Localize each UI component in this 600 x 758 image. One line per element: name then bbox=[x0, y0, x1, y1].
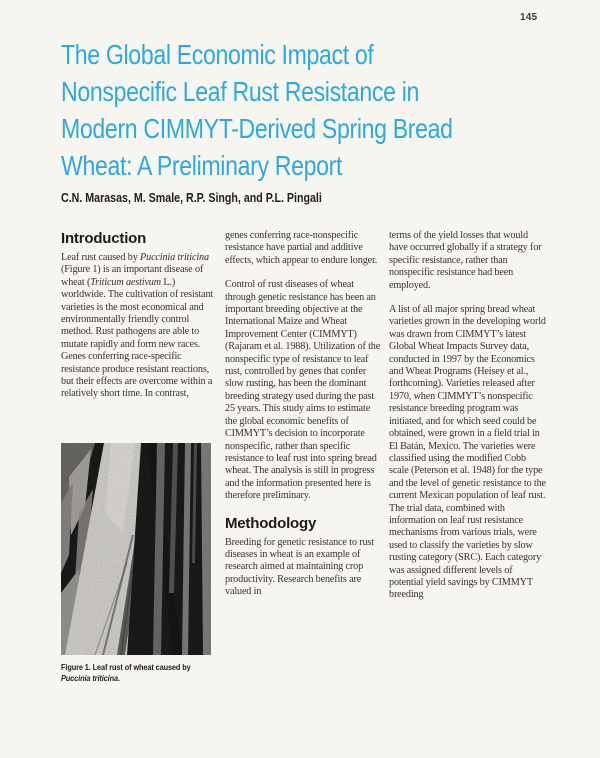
article-title bbox=[61, 36, 481, 184]
article-body bbox=[61, 230, 547, 684]
paragraph: genes conferring race-nonspecific resistance have partial and additive effects, which appear to endure longer. bbox=[225, 230, 378, 266]
paragraph: terms of the yield losses that would have occurred globally if a strategy for specific resistance, rather than nonspecific resistance had been employed. bbox=[389, 230, 542, 291]
text-column-1 bbox=[61, 230, 218, 684]
paragraph: Control of rust diseases of wheat through genetic resistance has been an important breeding objective at the International Maize and Wheat Improvement Center (CIMMYT) (Rajaram et al. 1988). Utilization of the nonspecific type of resistance to leaf rust, controlled by genes that confer slow rusting, has been the dominant breeding strategy used during the past 25 years. This study aims to estimate the global economic benefits of CIMMYT’s decision to incorporate nonspecific, rather than specific resistance to leaf rust into spring bread wheat. The analysis is still in progress and the information presented here is therefore preliminary. bbox=[225, 279, 381, 502]
title-line: Modern CIMMYT-Derived Spring Bread bbox=[61, 113, 453, 144]
figure-caption: Figure 1. Leaf rust of wheat caused by Puccinia triticina. bbox=[61, 662, 191, 683]
title-line: Nonspecific Leaf Rust Resistance in bbox=[61, 76, 420, 107]
wheat-leaf-rust-photo bbox=[61, 443, 211, 655]
article-header bbox=[61, 36, 561, 205]
figure-1 bbox=[61, 443, 218, 684]
article-authors: C.N. Marasas, M. Smale, R.P. Singh, and P.L. Pingali bbox=[61, 190, 322, 205]
paragraph: A list of all major spring bread wheat varieties grown in the developing world was drawn from CIMMYT’s latest Global Wheat Impacts Survey data, conducted in 1997 by the Economics and Wheat Programs (Heisey et al., forthcoming). Varieties released after 1970, when CIMMYT’s nonspecific resistance breeding program was initiated, and for which seed could be obtained, were grown in a field trial in El Batán, Mexico. The varieties were classified using the modified Cobb scale (Peterson et al. 1948) for the type and the level of genetic resistance to the current Mexican population of leaf rust. The trial data, combined with information on leaf rust resistance mechanisms from various trials, were used to classify the varieties by slow rusting category (SRC). Each category was assigned different levels of potential yield savings by CIMMYT breeding bbox=[389, 304, 546, 601]
text-column-2 bbox=[225, 230, 382, 599]
title-line: The Global Economic Impact of bbox=[61, 39, 374, 70]
paragraph: Breeding for genetic resistance to rust diseases in wheat is an example of research aimed at maintaining crop productivity. Research benefits are valued in bbox=[225, 536, 374, 598]
page-number: 145 bbox=[520, 12, 538, 23]
section-heading: Methodology bbox=[225, 514, 317, 532]
figure-photo bbox=[61, 443, 211, 655]
section-heading: Introduction bbox=[61, 230, 147, 247]
paragraph: Leaf rust caused by Puccinia triticina (Figure 1) is an important disease of wheat (Triticum aestivum L.) worldwide. The cultivation of resistant varieties is the most economical and environmentally friendly control method. Rust pathogens are able to mutate rapidly and form new races. Genes conferring race-specific resistance produce resistant reactions, but their effects are overcome within a relatively short time. In contrast, bbox=[61, 252, 214, 400]
text-column-3 bbox=[389, 230, 546, 602]
title-line: Wheat: A Preliminary Report bbox=[61, 150, 343, 181]
